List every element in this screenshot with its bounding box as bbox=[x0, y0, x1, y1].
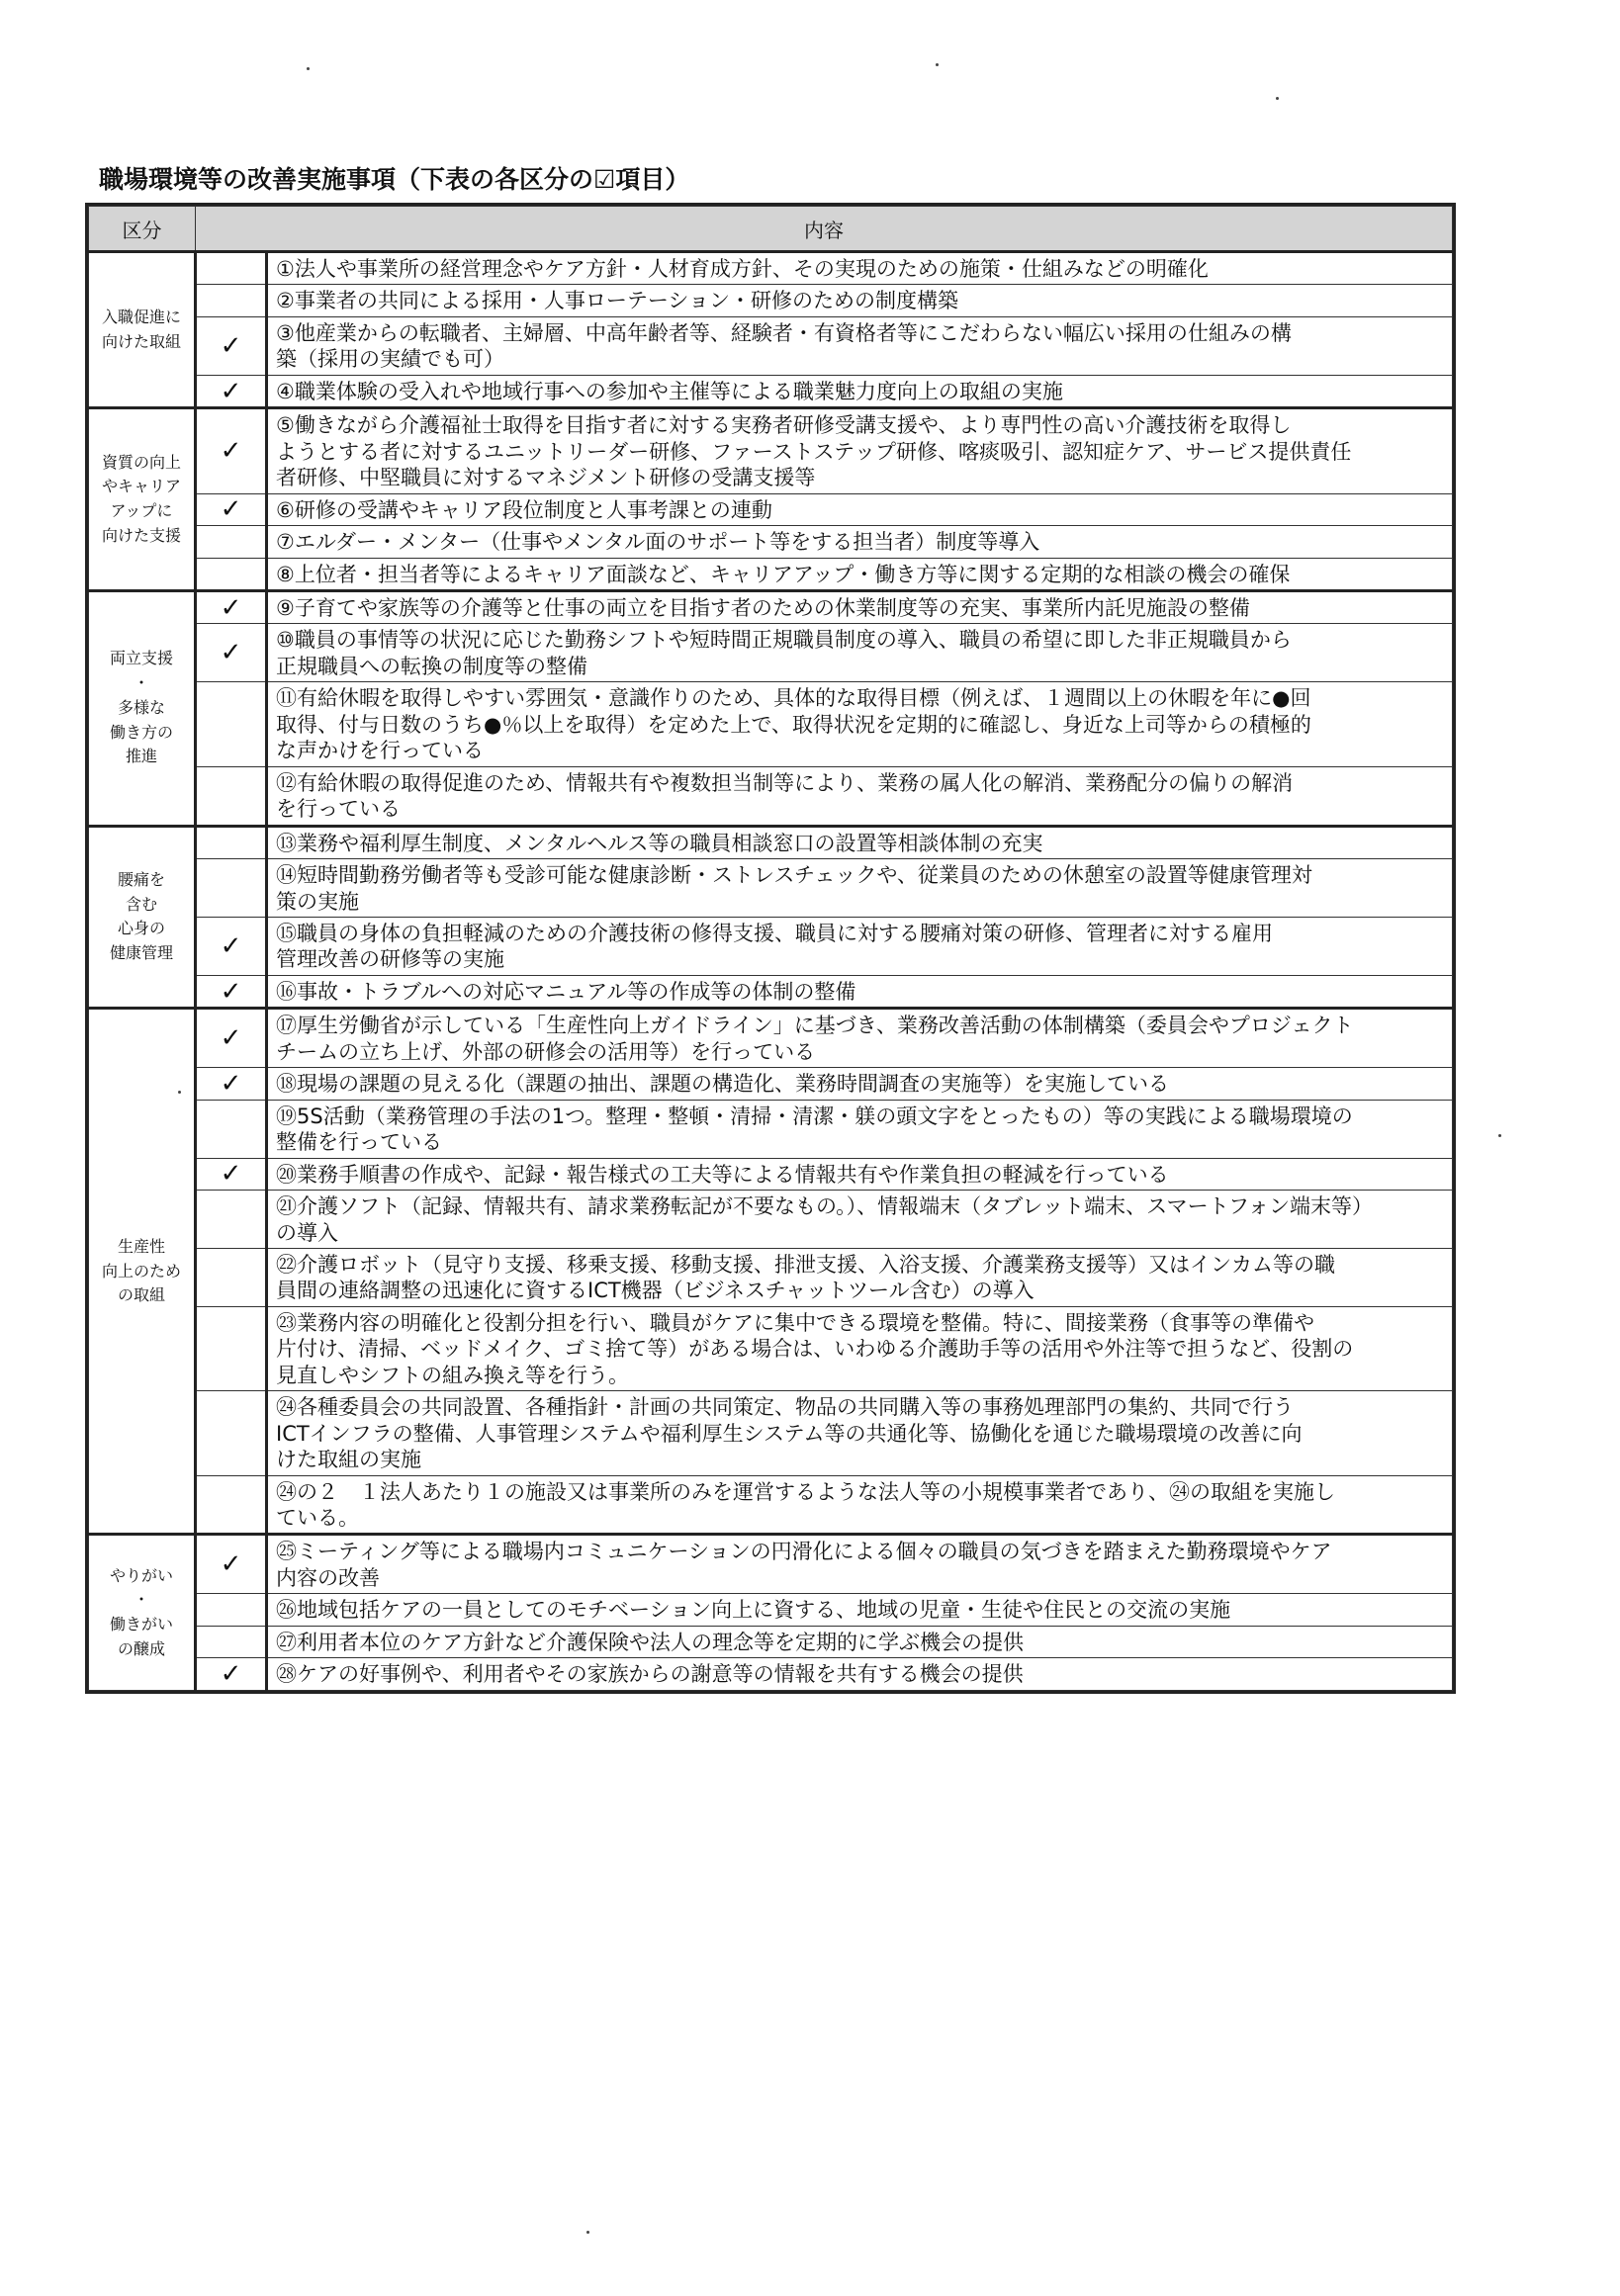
table-row bbox=[89, 1475, 1453, 1535]
category-label-line: アップに bbox=[110, 501, 173, 521]
item-text-line: ④職業体験の受入れや地域行事への参加や主催等による職業魅力度向上の取組の実施 bbox=[276, 379, 1063, 403]
checkmark-icon: ✓ bbox=[220, 592, 242, 623]
checkbox-cell[interactable] bbox=[196, 826, 267, 858]
table-row bbox=[89, 766, 1453, 826]
checkmark-icon: ✓ bbox=[220, 976, 242, 1007]
item-text-line: チームの立ち上げ、外部の研修会の活用等）を行っている bbox=[276, 1039, 816, 1064]
checkmark-icon: ✓ bbox=[220, 1023, 242, 1054]
category-label-line: やキャリア bbox=[101, 477, 181, 496]
checkbox-cell[interactable] bbox=[196, 1658, 267, 1690]
item-text-line: ⑲5S活動（業務管理の手法の1つ。整理・整頓・清掃・清潔・躾の頭文字をとったもの）等の実践による職場環境の bbox=[276, 1104, 1353, 1128]
item-text-cell bbox=[267, 1248, 1453, 1306]
category-header: 区分 bbox=[89, 207, 196, 252]
item-text-line: ⑱現場の課題の見える化（課題の抽出、課題の構造化、業務時間調査の実施等）を実施している bbox=[276, 1072, 1169, 1097]
item-text-line: ている。 bbox=[276, 1506, 359, 1531]
checkbox-cell[interactable] bbox=[196, 1535, 267, 1594]
improvement-items-table bbox=[85, 203, 1456, 1694]
checkmark-icon: ✓ bbox=[220, 494, 242, 525]
item-text-line: ⑨子育てや家族等の介護等と仕事の両立を目指す者のための休業制度等の充実、事業所内託児施設の整備 bbox=[276, 595, 1250, 620]
checkbox-cell[interactable] bbox=[196, 1191, 267, 1249]
category-cell bbox=[89, 826, 196, 1009]
category-label-line: 働き方の bbox=[109, 722, 173, 742]
item-text-line: ⑯事故・トラブルへの対応マニュアル等の作成等の体制の整備 bbox=[276, 979, 856, 1004]
table-row bbox=[89, 1658, 1453, 1690]
item-text-line: ㉕ミーティング等による職場内コミュニケーションの円滑化による個々の職員の気づきを踏まえた勤務環境やケア bbox=[276, 1540, 1332, 1564]
item-text-line: ⑫有給休暇の取得促進のため、情報共有や複数担当制等により、業務の属人化の解消、業務配分の偏りの解消 bbox=[276, 770, 1294, 795]
category-label-line: 両立支援 bbox=[109, 649, 173, 668]
checkbox-cell[interactable] bbox=[196, 1594, 267, 1626]
category-label-line: 資質の向上 bbox=[101, 452, 181, 472]
item-text-line: ③他産業からの転職者、主婦層、中高年齢者等、経験者・有資格者等にこだわらない幅広い採用の仕組みの構 bbox=[276, 320, 1292, 345]
item-text-line: ㉒介護ロボット（見守り支援、移乗支援、移動支援、排泄支援、入浴支援、介護業務支援等）又はインカム等の職 bbox=[276, 1252, 1335, 1277]
checkbox-cell[interactable] bbox=[196, 859, 267, 918]
item-text-cell bbox=[267, 766, 1453, 826]
item-text-cell bbox=[267, 1306, 1453, 1390]
item-text-cell bbox=[267, 493, 1453, 525]
checkbox-cell[interactable] bbox=[196, 252, 267, 285]
scan-speck bbox=[1276, 97, 1279, 100]
category-label-line: 健康管理 bbox=[109, 943, 173, 963]
item-text-cell bbox=[267, 1475, 1453, 1535]
item-text-line: ㉔の２ １法人あたり１の施設又は事業所のみを運営するような法人等の小規模事業者であり、㉔の取組を実施し bbox=[276, 1479, 1335, 1504]
item-text-line: な声かけを行っている bbox=[276, 739, 484, 763]
table-row bbox=[89, 682, 1453, 766]
category-cell bbox=[89, 1535, 196, 1690]
item-text-line: ⑤働きながら介護福祉士取得を目指す者に対する実務者研修受講支援や、より専門性の高い介護技術を取得し bbox=[276, 413, 1292, 438]
item-text-line: ②事業者の共同による採用・人事ローテーション・研修のための制度構築 bbox=[276, 289, 958, 313]
checkbox-cell[interactable] bbox=[196, 624, 267, 682]
table-row bbox=[89, 1391, 1453, 1475]
item-text-line: ⑮職員の身体の負担軽減のための介護技術の修得支援、職員に対する腰痛対策の研修、管理者に対する雇用 bbox=[276, 921, 1273, 945]
category-label-line: 向けた支援 bbox=[101, 525, 181, 545]
item-text-cell bbox=[267, 624, 1453, 682]
item-text-line: 片付け、清掃、ベッドメイク、ゴミ捨て等）がある場合は、いわゆる介護助手等の活用や外注等で担うなど、役割の bbox=[276, 1337, 1354, 1362]
table-row bbox=[89, 1626, 1453, 1657]
checkmark-icon: ✓ bbox=[220, 638, 242, 668]
item-text-line: 員間の連絡調整の迅速化に資するICT機器（ビジネスチャットツール含む）の導入 bbox=[276, 1279, 1035, 1303]
item-text-cell bbox=[267, 375, 1453, 407]
item-text-line: 取得、付与日数のうち●％以上を取得）を定めた上で、取得状況を定期的に確認し、身近な上司等からの積極的 bbox=[276, 712, 1311, 737]
item-text-line: ⑭短時間勤務労働者等も受診可能な健康診断・ストレスチェックや、従業員のための休憩室の設置等健康管理対 bbox=[276, 863, 1312, 888]
item-text-cell bbox=[267, 682, 1453, 766]
category-cell bbox=[89, 408, 196, 591]
checkmark-icon: ✓ bbox=[220, 1659, 242, 1690]
category-label-line: の取組 bbox=[117, 1285, 165, 1305]
checkmark-icon: ✓ bbox=[220, 1549, 242, 1580]
category-label-line: 多様な bbox=[117, 697, 165, 717]
checkbox-cell[interactable] bbox=[196, 316, 267, 375]
category-label-line: 腰痛を bbox=[117, 869, 165, 889]
item-text-cell bbox=[267, 859, 1453, 918]
item-text-line: ⑬業務や福利厚生制度、メンタルヘルス等の職員相談窓口の設置等相談体制の充実 bbox=[276, 831, 1043, 855]
item-text-cell bbox=[267, 1100, 1453, 1158]
table-row bbox=[89, 408, 1453, 493]
item-text-line: ㉘ケアの好事例や、利用者やその家族からの謝意等の情報を共有する機会の提供 bbox=[276, 1662, 1024, 1687]
category-label-line: の醸成 bbox=[117, 1638, 165, 1658]
category-label-line: 向上のため bbox=[101, 1261, 181, 1280]
table-row bbox=[89, 1158, 1453, 1190]
table-row bbox=[89, 624, 1453, 682]
item-text-line: ⑳業務手順書の作成や、記録・報告様式の工夫等による情報共有や作業負担の軽減を行っている bbox=[276, 1162, 1169, 1187]
checkmark-icon: ✓ bbox=[220, 330, 242, 361]
scan-speck bbox=[936, 63, 939, 66]
table-row bbox=[89, 526, 1453, 558]
category-label-line: 推進 bbox=[125, 747, 157, 766]
item-text-cell bbox=[267, 1658, 1453, 1690]
category-cell bbox=[89, 1009, 196, 1535]
item-text-cell bbox=[267, 316, 1453, 375]
checkbox-cell[interactable] bbox=[196, 285, 267, 316]
category-label-line: 含む bbox=[125, 894, 157, 914]
item-text-line: 策の実施 bbox=[276, 889, 359, 914]
item-text-line: ㉓業務内容の明確化と役割分担を行い、職員がケアに集中できる環境を整備。特に、間接業務（食事等の準備や bbox=[276, 1310, 1314, 1335]
table-row bbox=[89, 859, 1453, 918]
item-text-line: ⑧上位者・担当者等によるキャリア面談など、キャリアアップ・働き方等に関する定期的な相談の機会の確保 bbox=[276, 562, 1291, 586]
checkbox-cell[interactable] bbox=[196, 493, 267, 525]
table-row bbox=[89, 1100, 1453, 1158]
table-row bbox=[89, 917, 1453, 975]
checkbox-cell[interactable] bbox=[196, 558, 267, 590]
item-text-line: ㉗利用者本位のケア方針など介護保険や法人の理念等を定期的に学ぶ機会の提供 bbox=[276, 1630, 1024, 1654]
checkbox-cell[interactable] bbox=[196, 1248, 267, 1306]
item-text-cell bbox=[267, 1158, 1453, 1190]
item-text-cell bbox=[267, 826, 1453, 858]
item-text-line: ㉖地域包括ケアの一員としてのモチベーション向上に資する、地域の児童・生徒や住民との交流の実施 bbox=[276, 1598, 1231, 1623]
checkmark-icon: ✓ bbox=[220, 376, 242, 406]
checkbox-cell[interactable] bbox=[196, 975, 267, 1008]
category-label-line: 生産性 bbox=[117, 1236, 165, 1256]
item-text-line: ⑪有給休暇を取得しやすい雰囲気・意識作りのため、具体的な取得目標（例えば、１週間以上の休暇を年に●回 bbox=[276, 686, 1311, 711]
item-text-cell bbox=[267, 975, 1453, 1008]
item-text-line: 者研修、中堅職員に対するマネジメント研修の受講支援等 bbox=[276, 466, 816, 490]
item-text-line: ①法人や事業所の経営理念やケア方針・人材育成方針、その実現のための施策・仕組みなどの明確化 bbox=[276, 257, 1209, 281]
table-row bbox=[89, 1191, 1453, 1249]
item-text-cell bbox=[267, 285, 1453, 316]
item-text-cell bbox=[267, 1626, 1453, 1657]
scan-speck bbox=[1498, 1134, 1501, 1137]
content-header: 内容 bbox=[196, 207, 1453, 252]
checkmark-icon: ✓ bbox=[220, 1068, 242, 1099]
checkbox-cell[interactable] bbox=[196, 1100, 267, 1158]
table-row bbox=[89, 590, 1453, 623]
item-text-line: 内容の改善 bbox=[276, 1565, 380, 1590]
checkmark-icon: ✓ bbox=[220, 1159, 242, 1190]
checkbox-cell[interactable] bbox=[196, 1475, 267, 1535]
checkbox-cell[interactable] bbox=[196, 1158, 267, 1190]
item-text-cell bbox=[267, 252, 1453, 285]
item-text-cell bbox=[267, 1594, 1453, 1626]
category-label-line: ・ bbox=[133, 673, 149, 693]
item-text-line: 正規職員への転換の制度等の整備 bbox=[276, 654, 587, 678]
checkmark-icon: ✓ bbox=[220, 930, 242, 961]
table-row bbox=[89, 493, 1453, 525]
checkbox-cell[interactable] bbox=[196, 1626, 267, 1657]
table-row bbox=[89, 1009, 1453, 1068]
checkbox-cell[interactable] bbox=[196, 766, 267, 826]
table-row bbox=[89, 375, 1453, 407]
page-title: 職場環境等の改善実施事項（下表の各区分の☑項目） bbox=[99, 165, 690, 194]
item-text-line: 築（採用の実績でも可） bbox=[276, 347, 504, 372]
checkbox-cell[interactable] bbox=[196, 682, 267, 766]
table-row bbox=[89, 975, 1453, 1008]
item-text-cell bbox=[267, 590, 1453, 623]
item-text-cell bbox=[267, 526, 1453, 558]
item-text-line: ⑦エルダー・メンター（仕事やメンタル面のサポート等をする担当者）制度等導入 bbox=[276, 530, 1040, 555]
item-text-cell bbox=[267, 1191, 1453, 1249]
category-label-line: やりがい bbox=[109, 1565, 173, 1585]
item-text-cell bbox=[267, 1535, 1453, 1594]
category-label-line: 向けた取組 bbox=[101, 331, 181, 351]
item-text-cell bbox=[267, 1009, 1453, 1068]
item-text-cell bbox=[267, 917, 1453, 975]
table-row bbox=[89, 316, 1453, 375]
checkbox-cell[interactable] bbox=[196, 375, 267, 407]
checkmark-icon: ✓ bbox=[220, 436, 242, 467]
category-cell bbox=[89, 590, 196, 826]
item-text-line: ⑩職員の事情等の状況に応じた勤務シフトや短時間正規職員制度の導入、職員の希望に即した非正規職員から bbox=[276, 628, 1292, 653]
table-row bbox=[89, 252, 1453, 285]
item-text-line: の導入 bbox=[276, 1220, 338, 1245]
item-text-cell bbox=[267, 1068, 1453, 1100]
checkbox-cell[interactable] bbox=[196, 1068, 267, 1100]
item-text-line: 管理改善の研修等の実施 bbox=[276, 947, 504, 972]
item-text-cell bbox=[267, 1391, 1453, 1475]
checkbox-cell[interactable] bbox=[196, 1009, 267, 1068]
table-row bbox=[89, 285, 1453, 316]
item-text-line: ICTインフラの整備、人事管理システムや福利厚生システム等の共通化等、協働化を通じた職場環境の改善に向 bbox=[276, 1421, 1303, 1446]
table-row bbox=[89, 1306, 1453, 1390]
checkbox-cell[interactable] bbox=[196, 1306, 267, 1390]
table-row bbox=[89, 1594, 1453, 1626]
scan-speck bbox=[586, 2231, 589, 2234]
item-text-line: ㉔各種委員会の共同設置、各種指針・計画の共同策定、物品の共同購入等の事務処理部門の集約、共同で行う bbox=[276, 1395, 1294, 1420]
checkbox-cell[interactable] bbox=[196, 526, 267, 558]
category-label-line: 働きがい bbox=[109, 1615, 173, 1634]
checkbox-cell[interactable] bbox=[196, 917, 267, 975]
item-text-line: ⑰厚生労働省が示している「生産性向上ガイドライン」に基づき、業務改善活動の体制構築（委員会やプロジェクト bbox=[276, 1014, 1354, 1038]
checkbox-cell[interactable] bbox=[196, 1391, 267, 1475]
item-text-line: ⑥研修の受講やキャリア段位制度と人事考課との連動 bbox=[276, 497, 772, 522]
item-text-cell bbox=[267, 558, 1453, 590]
checkbox-cell[interactable] bbox=[196, 590, 267, 623]
item-text-line: けた取組の実施 bbox=[276, 1448, 421, 1472]
table-row bbox=[89, 826, 1453, 858]
scan-speck bbox=[307, 67, 310, 70]
category-label-line: 心身の bbox=[117, 919, 165, 938]
item-text-line: を行っている bbox=[276, 797, 401, 822]
checkbox-cell[interactable] bbox=[196, 408, 267, 493]
item-text-line: 整備を行っている bbox=[276, 1130, 442, 1155]
category-label-line: 入職促進に bbox=[101, 307, 181, 326]
category-label-line: ・ bbox=[133, 1590, 149, 1610]
item-text-cell bbox=[267, 408, 1453, 493]
item-text-line: ようとする者に対するユニットリーダー研修、ファーストステップ研修、喀痰吸引、認知症ケア、サービス提供責任 bbox=[276, 439, 1352, 464]
table-row bbox=[89, 558, 1453, 590]
category-cell bbox=[89, 252, 196, 408]
table-row bbox=[89, 1068, 1453, 1100]
table-row bbox=[89, 1535, 1453, 1594]
item-text-line: 見直しやシフトの組み換え等を行う。 bbox=[276, 1363, 629, 1387]
scan-speck bbox=[178, 1091, 181, 1094]
table-row bbox=[89, 1248, 1453, 1306]
item-text-line: ㉑介護ソフト（記録、情報共有、請求業務転記が不要なもの。）、情報端末（タブレット端末、スマートフォン端末等） bbox=[276, 1194, 1374, 1219]
